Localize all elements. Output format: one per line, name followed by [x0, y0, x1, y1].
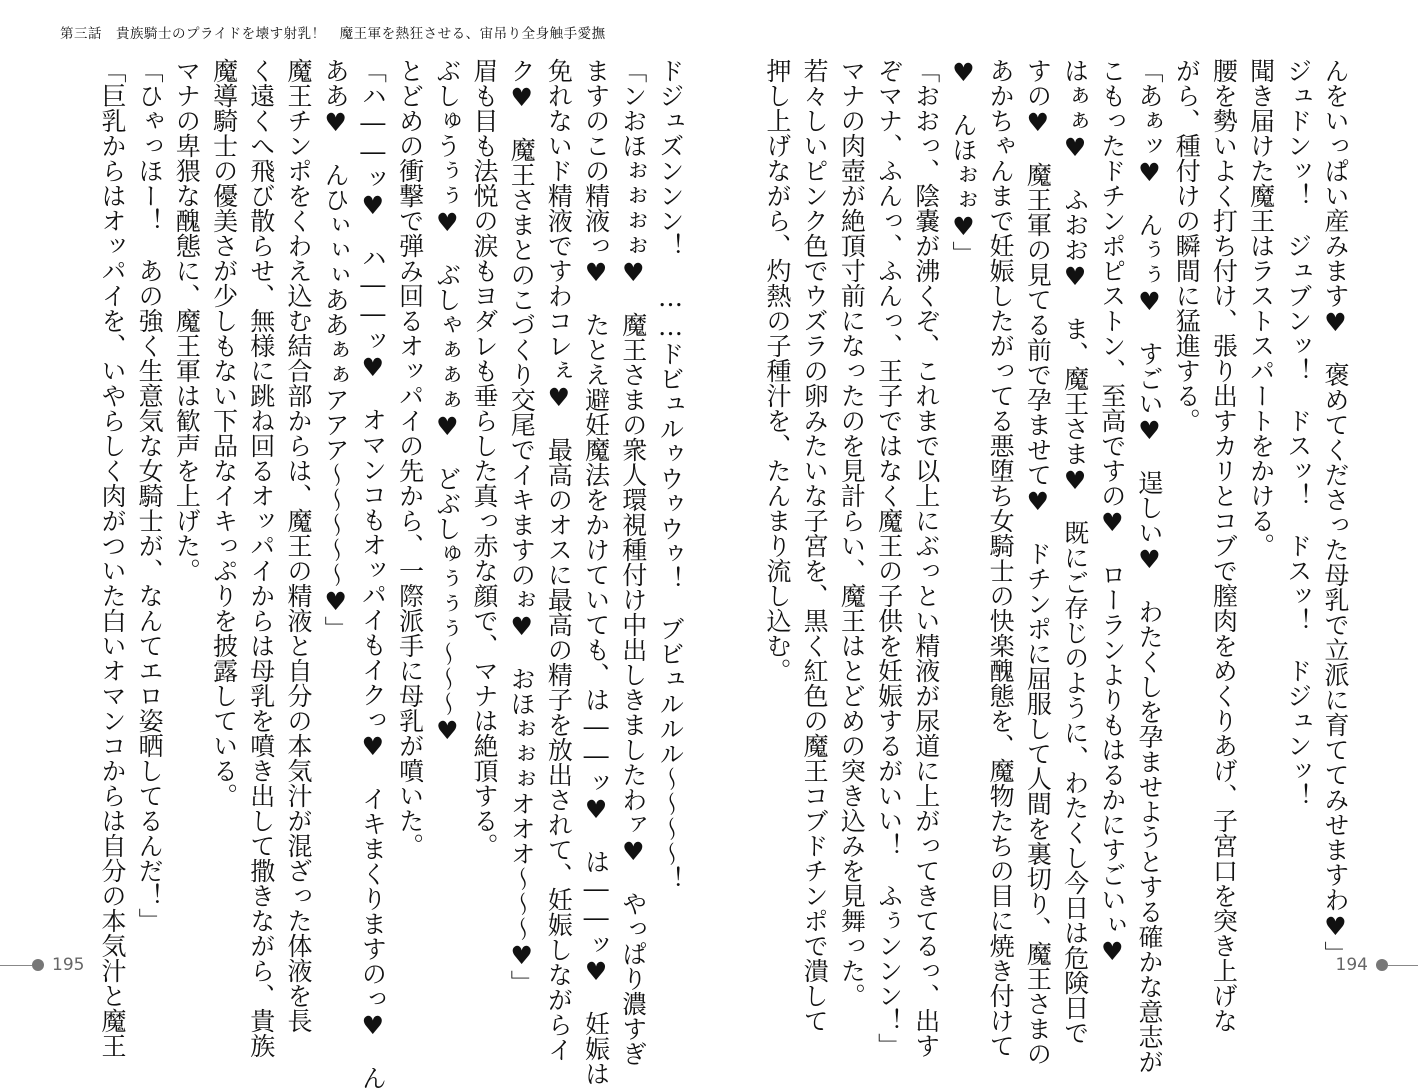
- left-page-number: 195: [52, 955, 85, 975]
- right-page-number: 194: [1335, 955, 1368, 975]
- right-page: [709, 0, 1418, 1074]
- text-line: 魔王チンポをくわえ込む結合部からは、魔王の精液と自分の本気汁が混ざった体液を長: [283, 58, 313, 1033]
- text-line: こもったドチンポピストン、至高ですの♥ ローランよりもはるかにすごいぃ♥: [1097, 58, 1127, 966]
- text-line: 眉も目も法悦の涙もヨダレも垂らした真っ赤な顔で、マナは絶頂する。: [469, 58, 499, 858]
- text-line: あかちゃんまで妊娠したがってる悪堕ち女騎士の快楽醜態を、魔物たちの目に焼き付けて: [986, 58, 1016, 1058]
- text-line: ぶしゅうぅぅ♥ ぶしゃぁぁぁ♥ どぶしゅぅぅぅ～～～♥: [432, 58, 462, 745]
- folio-dot: [1376, 959, 1388, 971]
- folio-dot: [32, 959, 44, 971]
- text-line: とどめの衝撃で弾み回るオッパイの先から、一際派手に母乳が噴いた。: [395, 58, 425, 858]
- text-line: マナの卑猥な醜態に、魔王軍は歓声を上げた。: [172, 58, 202, 583]
- text-line: 腰を勢いよく打ち付け、張り出すカリとコブで膣肉をめくりあげ、子宮口を突き上げな: [1209, 58, 1239, 1033]
- text-line: ドジュズンンン！ ……ドビュルゥウゥウゥ！ ブビュルルル～～～～！: [656, 58, 685, 891]
- text-line: 「ひゃっほー！ あの強く生意気な女騎士が、なんてエロ姿晒してるんだ！」: [135, 58, 165, 933]
- text-line: 「ハ――ッ♥ ハ――ッ♥ オマンコもオッパイもイクっ♥ イキまくりますのっ♥ ん: [358, 58, 388, 1090]
- left-page-body: [97, 58, 689, 1090]
- text-line: 押し上げながら、灼熱の子種汁を、たんまり流し込む。: [762, 58, 792, 683]
- text-line: ああ♥ んひぃぃぃああぁぁアアア～～～～～♥」: [321, 58, 351, 641]
- text-line: がら、種付けの瞬間に猛進する。: [1172, 58, 1202, 433]
- text-line: ぞマナ、ふんっ、ふんっ、王子ではなく魔王の子供を妊娠するがいい！ ふぅンンン！」: [874, 58, 904, 1058]
- text-line: ク♥ 魔王さまとのこづくり交尾でイキますのぉ♥ おほぉぉぉオオオ～～～♥」: [507, 58, 537, 995]
- right-page-folio: [1336, 955, 1418, 975]
- text-line: 聞き届けた魔王はラストスパートをかける。: [1246, 58, 1276, 558]
- text-line: 「ンおほぉぉぉぉ♥ 魔王さまの衆人環視種付け中出しきましたわァ♥ やっぱり濃すぎ: [618, 58, 648, 1066]
- folio-rule: [0, 965, 32, 966]
- text-line: 免れないド精液ですわコレぇ♥ 最高のオスに最高の精子を放出されて、妊娠しながらイ: [544, 58, 574, 1062]
- text-line: ♥ んほぉぉ♥」: [948, 58, 978, 266]
- text-line: 「あぁッ♥ んぅぅ♥ すごい♥ 逞しい♥ わたくしを孕ませようとする確かな意志が: [1134, 58, 1164, 1074]
- left-page-folio: [0, 955, 84, 975]
- folio-rule: [1388, 965, 1418, 966]
- text-line: 「おおっ、陰嚢が沸くぞ、これまで以上にぶっとい精液が尿道に上がってきてるっ、出す: [911, 58, 941, 1058]
- text-line: 若々しいピンク色でウズラの卵みたいな子宮を、黒く紅色の魔王コブドチンポで潰して: [800, 58, 830, 1033]
- text-line: ジュドンッ！ ジュブンッ！ ドスッ！ ドスッ！ ドジュンッ！: [1283, 58, 1313, 808]
- text-line: ますのこの精液っ♥ たとえ避妊魔法をかけていても、は――ッ♥ は――ッ♥ 妊娠は: [581, 58, 611, 1086]
- text-line: はぁぁ♥ ふおお♥ ま、魔王さま♥ 既にご存じのように、わたくし今日は危険日で: [1060, 58, 1090, 1045]
- text-line: んをいっぱい産みます♥ 褒めてくださった母乳で立派に育ててみせますわ♥」: [1321, 58, 1350, 966]
- chapter-header: 第三話 貴族騎士のプライドを壊す射乳！ 魔王軍を熱狂させる、宙吊り全身触手愛撫: [60, 26, 606, 42]
- text-line: 魔導騎士の優美さが少しもない下品なイキっぷりを披露している。: [209, 58, 239, 808]
- text-line: 「巨乳からはオッパイを、いやらしく肉がついた白いオマンコからは自分の本気汁と魔王: [97, 58, 127, 1058]
- text-line: すの♥ 魔王軍の見てる前で孕ませて♥ ドチンポに屈服して人間を裏切り、魔王さまの: [1023, 58, 1053, 1066]
- text-line: マナの肉壺が絶頂寸前になったのを見計らい、魔王はとどめの突き込みを見舞った。: [837, 58, 867, 1008]
- text-line: く遠くへ飛び散らせ、無様に跳ね回るオッパイからは母乳を噴き出して撒きながら、貴族: [246, 58, 276, 1058]
